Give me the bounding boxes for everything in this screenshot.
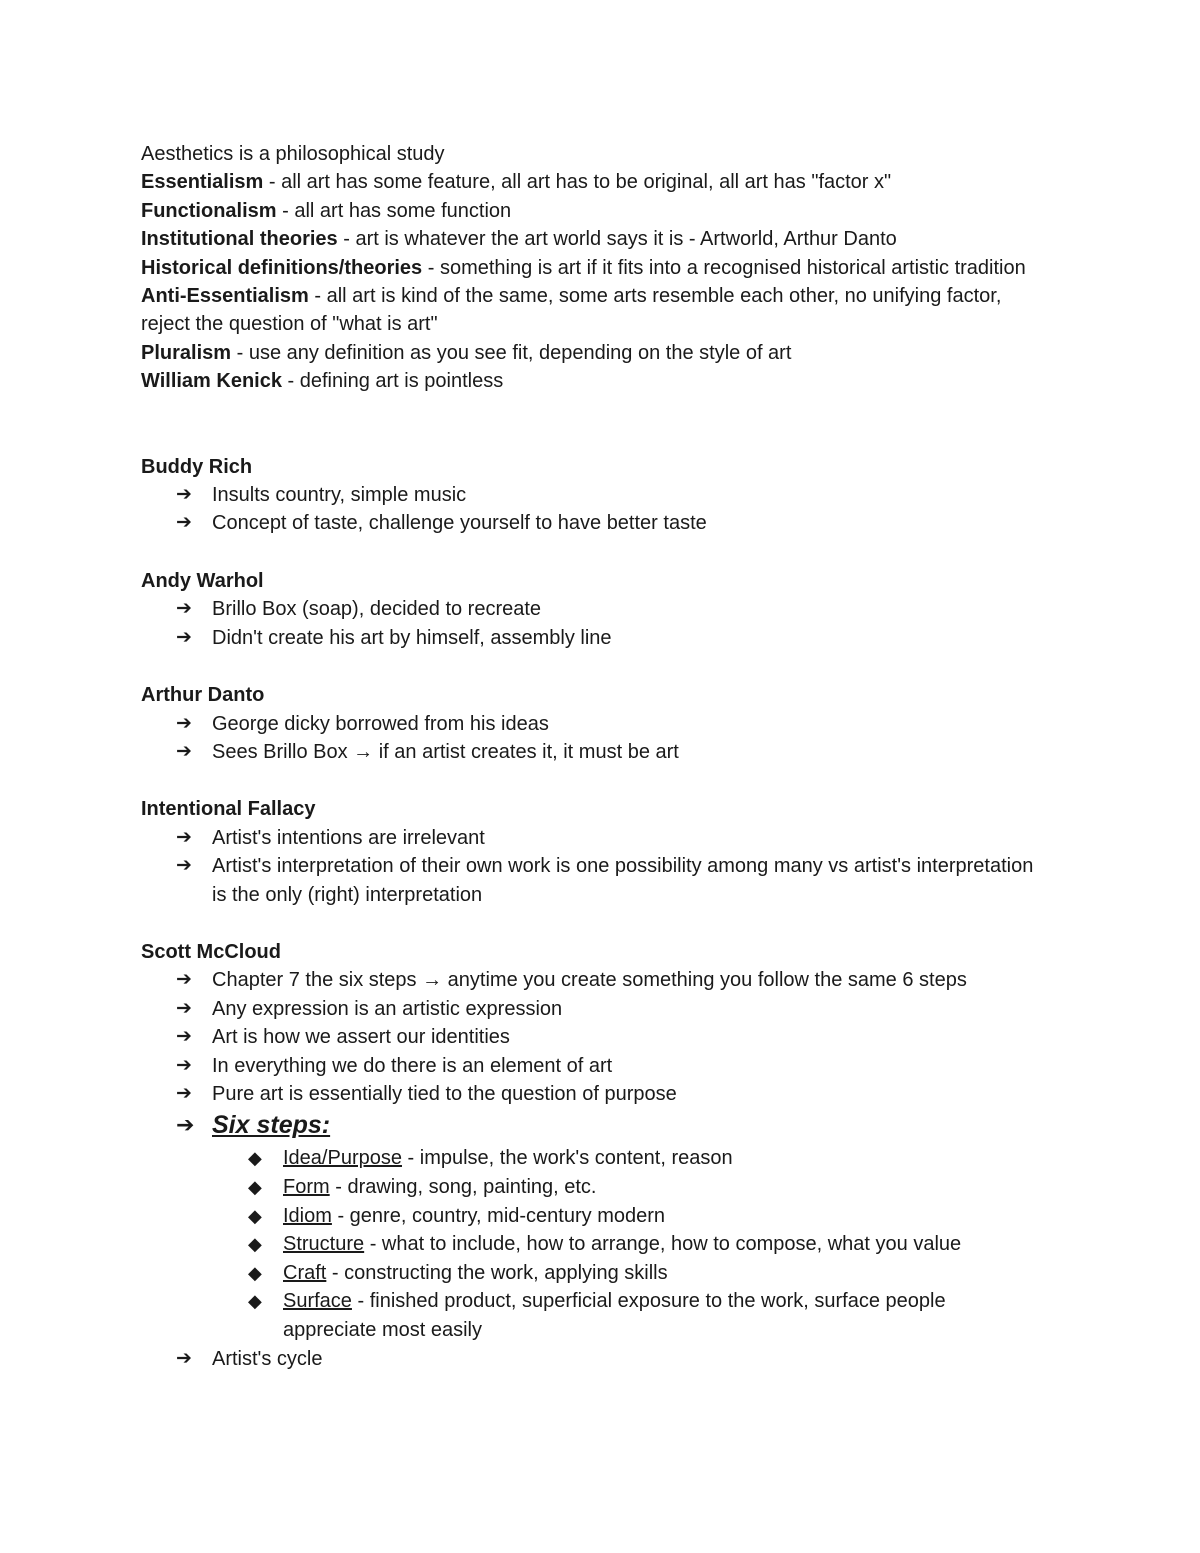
section-list xyxy=(141,710,1041,767)
definition-text: - defining art is pointless xyxy=(281,370,504,393)
definition-institutional xyxy=(141,225,1041,253)
section-list xyxy=(141,481,1041,538)
section-list xyxy=(141,966,1041,1373)
step-item xyxy=(212,1173,1041,1202)
spacer xyxy=(141,652,1041,681)
list-item: ➔ George dicky borrowed from his ideas xyxy=(141,710,1041,738)
list-item: ➔ Pure art is essentially tied to the question of purpose xyxy=(141,1080,1041,1108)
step-item xyxy=(212,1259,1041,1288)
definition-term: Anti-Essentialism xyxy=(141,285,309,308)
list-item: ➔ In everything we do there is an element of art xyxy=(141,1052,1041,1080)
diamond-bullet-icon: ◆ xyxy=(248,1234,262,1255)
arrow-bullet-icon: ➔ xyxy=(176,598,192,620)
definition-kenick xyxy=(141,367,1041,395)
step-item xyxy=(212,1144,1041,1173)
arrow-bullet-icon: ➔ xyxy=(176,1026,192,1048)
arrow-bullet-icon: ➔ xyxy=(176,826,192,848)
definition-anti-essentialism xyxy=(141,282,1041,339)
spacer xyxy=(141,909,1041,938)
section-heading-scott-mccloud: Scott McCloud xyxy=(141,940,281,963)
list-item: ➔ Brillo Box (soap), decided to recreate xyxy=(141,595,1041,623)
arrow-bullet-icon: ➔ xyxy=(176,1054,192,1076)
six-steps-list xyxy=(212,1144,1041,1344)
step-text: - impulse, the work's content, reason xyxy=(401,1147,733,1170)
diamond-bullet-icon: ◆ xyxy=(248,1262,262,1283)
definition-term: William Kenick xyxy=(141,370,282,393)
diamond-bullet-icon: ◆ xyxy=(248,1176,262,1197)
definition-text: - art is whatever the art world says it is - Artworld, Arthur Danto xyxy=(337,228,897,251)
arrow-bullet-icon: ➔ xyxy=(176,740,192,762)
step-item xyxy=(212,1202,1041,1231)
definition-text: - something is art if it fits into a recognised historical artistic tradition xyxy=(422,256,1026,279)
definition-term: Essentialism xyxy=(141,171,264,194)
spacer xyxy=(141,538,1041,567)
arrow-bullet-icon: ➔ xyxy=(176,512,192,534)
six-steps-label: Six steps: xyxy=(212,1111,331,1140)
list-item: ➔ Didn't create his art by himself, assembly line xyxy=(141,624,1041,652)
step-name: Craft xyxy=(283,1261,327,1284)
arrow-bullet-icon: ➔ xyxy=(176,855,192,877)
step-name: Structure xyxy=(283,1233,365,1256)
definition-text: - all art has some feature, all art has to be original, all art has "factor x" xyxy=(263,171,892,194)
list-item: ➔ Artist's intentions are irrelevant xyxy=(141,824,1041,852)
arrow-bullet-icon: ➔ xyxy=(176,1082,192,1104)
list-item: ➔ Any expression is an artistic expression xyxy=(141,995,1041,1023)
intro-line: Aesthetics is a philosophical study xyxy=(141,143,445,165)
list-item: ➔ Art is how we assert our identities xyxy=(141,1023,1041,1051)
step-name: Surface xyxy=(283,1290,352,1313)
definition-term: Historical definitions/theories xyxy=(141,256,423,279)
list-item: ➔ Chapter 7 the six steps → anytime you create something you follow the same 6 steps xyxy=(141,966,1041,994)
definition-text: - all art is kind of the same, some arts resemble each other, no unifying factor, reject the question of "what is art" xyxy=(141,285,1002,336)
arrow-bullet-icon: ➔ xyxy=(176,712,192,734)
list-item-six-steps xyxy=(141,1108,1041,1344)
section-heading-andy-warhol: Andy Warhol xyxy=(141,569,264,592)
definition-text: - all art has some function xyxy=(276,199,512,222)
arrow-bullet-icon: ➔ xyxy=(176,997,192,1019)
diamond-bullet-icon: ◆ xyxy=(248,1291,262,1312)
definition-essentialism xyxy=(141,168,1041,196)
arrow-bullet-icon: ➔ xyxy=(176,1112,195,1138)
list-item: ➔ Sees Brillo Box → if an artist creates it, it must be art xyxy=(141,738,1041,766)
step-text: - what to include, how to arrange, how to compose, what you value xyxy=(364,1233,962,1256)
step-item xyxy=(212,1230,1041,1259)
definition-text: - use any definition as you see fit, depending on the style of art xyxy=(231,341,792,364)
definition-pluralism xyxy=(141,339,1041,367)
list-item: ➔ Artist's cycle xyxy=(141,1345,1041,1373)
step-text: - constructing the work, applying skills xyxy=(326,1261,668,1284)
step-text: - drawing, song, painting, etc. xyxy=(329,1175,597,1198)
diamond-bullet-icon: ◆ xyxy=(248,1148,262,1169)
arrow-bullet-icon: ➔ xyxy=(176,626,192,648)
definition-term: Institutional theories xyxy=(141,228,338,251)
document-page xyxy=(141,140,1041,1373)
diamond-bullet-icon: ◆ xyxy=(248,1205,262,1226)
section-list xyxy=(141,595,1041,652)
list-item: ➔ Artist's interpretation of their own work is one possibility among many vs artist's interpretation is the only (right) interpretation xyxy=(141,852,1041,909)
step-name: Form xyxy=(283,1175,330,1198)
step-item xyxy=(212,1287,1041,1344)
step-name: Idiom xyxy=(283,1204,332,1227)
spacer xyxy=(141,396,1041,453)
step-name: Idea/Purpose xyxy=(283,1147,402,1170)
definition-functionalism xyxy=(141,197,1041,225)
section-heading-buddy-rich: Buddy Rich xyxy=(141,455,253,478)
list-item: ➔ Concept of taste, challenge yourself to have better taste xyxy=(141,509,1041,537)
section-list xyxy=(141,824,1041,909)
spacer xyxy=(141,766,1041,795)
arrow-bullet-icon: ➔ xyxy=(176,484,192,506)
definition-term: Functionalism xyxy=(141,199,277,222)
step-text: - genre, country, mid-century modern xyxy=(331,1204,666,1227)
step-text: - finished product, superficial exposure to the work, surface people appreciate most easily xyxy=(283,1290,946,1341)
definition-historical xyxy=(141,254,1041,282)
arrow-bullet-icon: ➔ xyxy=(176,1347,192,1369)
list-item: ➔ Insults country, simple music xyxy=(141,481,1041,509)
section-heading-intentional-fallacy: Intentional Fallacy xyxy=(141,798,316,821)
arrow-bullet-icon: ➔ xyxy=(176,969,192,991)
definition-term: Pluralism xyxy=(141,341,232,364)
section-heading-arthur-danto: Arthur Danto xyxy=(141,684,265,707)
